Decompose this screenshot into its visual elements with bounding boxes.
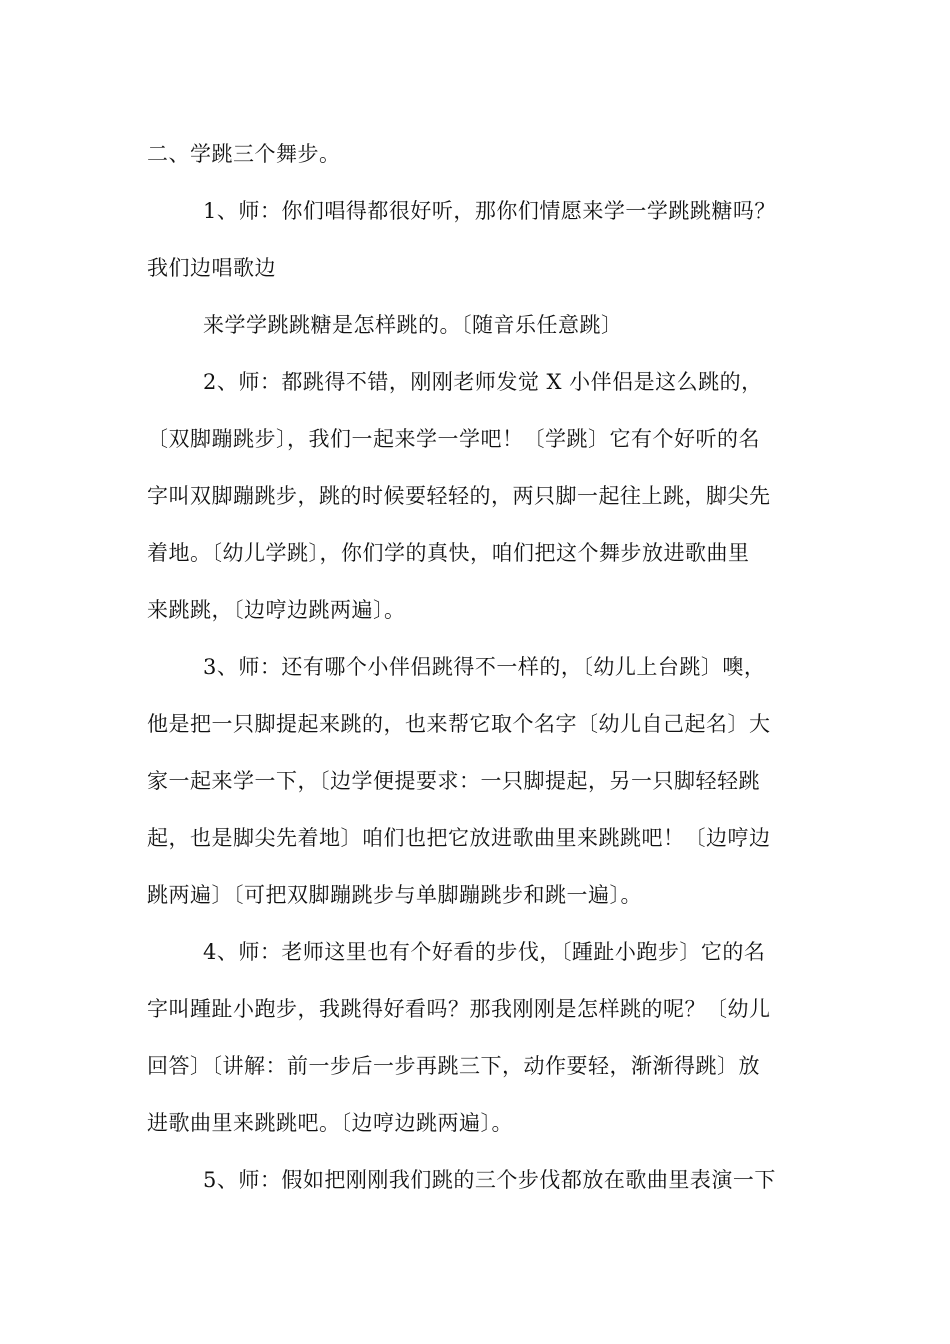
- text-line: 字叫双脚蹦跳步，跳的时候要轻轻的，两只脚一起往上跳，脚尖先: [147, 484, 771, 508]
- text-line: 3、师：还有哪个小伴侣跳得不一样的，〔幼儿上台跳〕噢，: [203, 655, 766, 679]
- section-heading: 二、学跳三个舞步。: [147, 142, 341, 166]
- text-line: 来跳跳，〔边哼边跳两遍〕。: [147, 598, 406, 622]
- text-line: 我们边唱歌边: [147, 256, 276, 280]
- text-line: 1、师：你们唱得都很好听，那你们情愿来学一学跳跳糖吗？: [203, 199, 776, 223]
- text-line: 来学学跳跳糖是怎样跳的。〔随音乐任意跳〕: [203, 313, 623, 337]
- text-line: 2、师：都跳得不错，刚刚老师发觉 X 小伴侣是这么跳的，: [203, 370, 763, 394]
- text-line: 跳两遍〕〔可把双脚蹦跳步与单脚蹦跳步和跳一遍〕。: [147, 883, 642, 907]
- text-line: 回答〕〔讲解：前一步后一步再跳三下，动作要轻，渐渐得跳〕放: [147, 1054, 760, 1078]
- text-line: 着地。〔幼儿学跳〕，你们学的真快，咱们把这个舞步放进歌曲里: [147, 541, 750, 565]
- text-line: 5、师：假如把刚刚我们跳的三个步伐都放在歌曲里表演一下: [203, 1168, 776, 1192]
- text-line: 〔双脚蹦跳步〕，我们一起来学一学吧！〔学跳〕它有个好听的名: [147, 427, 760, 451]
- text-line: 字叫踵趾小跑步，我跳得好看吗？那我刚刚是怎样跳的呢？〔幼儿: [147, 997, 771, 1021]
- text-line: 家一起来学一下，〔边学便提要求：一只脚提起，另一只脚轻轻跳: [147, 769, 760, 793]
- text-line: 4、师：老师这里也有个好看的步伐，〔踵趾小跑步〕它的名: [203, 940, 766, 964]
- text-line: 进歌曲里来跳跳吧。〔边哼边跳两遍〕。: [147, 1111, 513, 1135]
- text-line: 起，也是脚尖先着地〕咱们也把它放进歌曲里来跳跳吧！〔边哼边: [147, 826, 771, 850]
- text-line: 他是把一只脚提起来跳的，也来帮它取个名字〔幼儿自己起名〕大: [147, 712, 771, 736]
